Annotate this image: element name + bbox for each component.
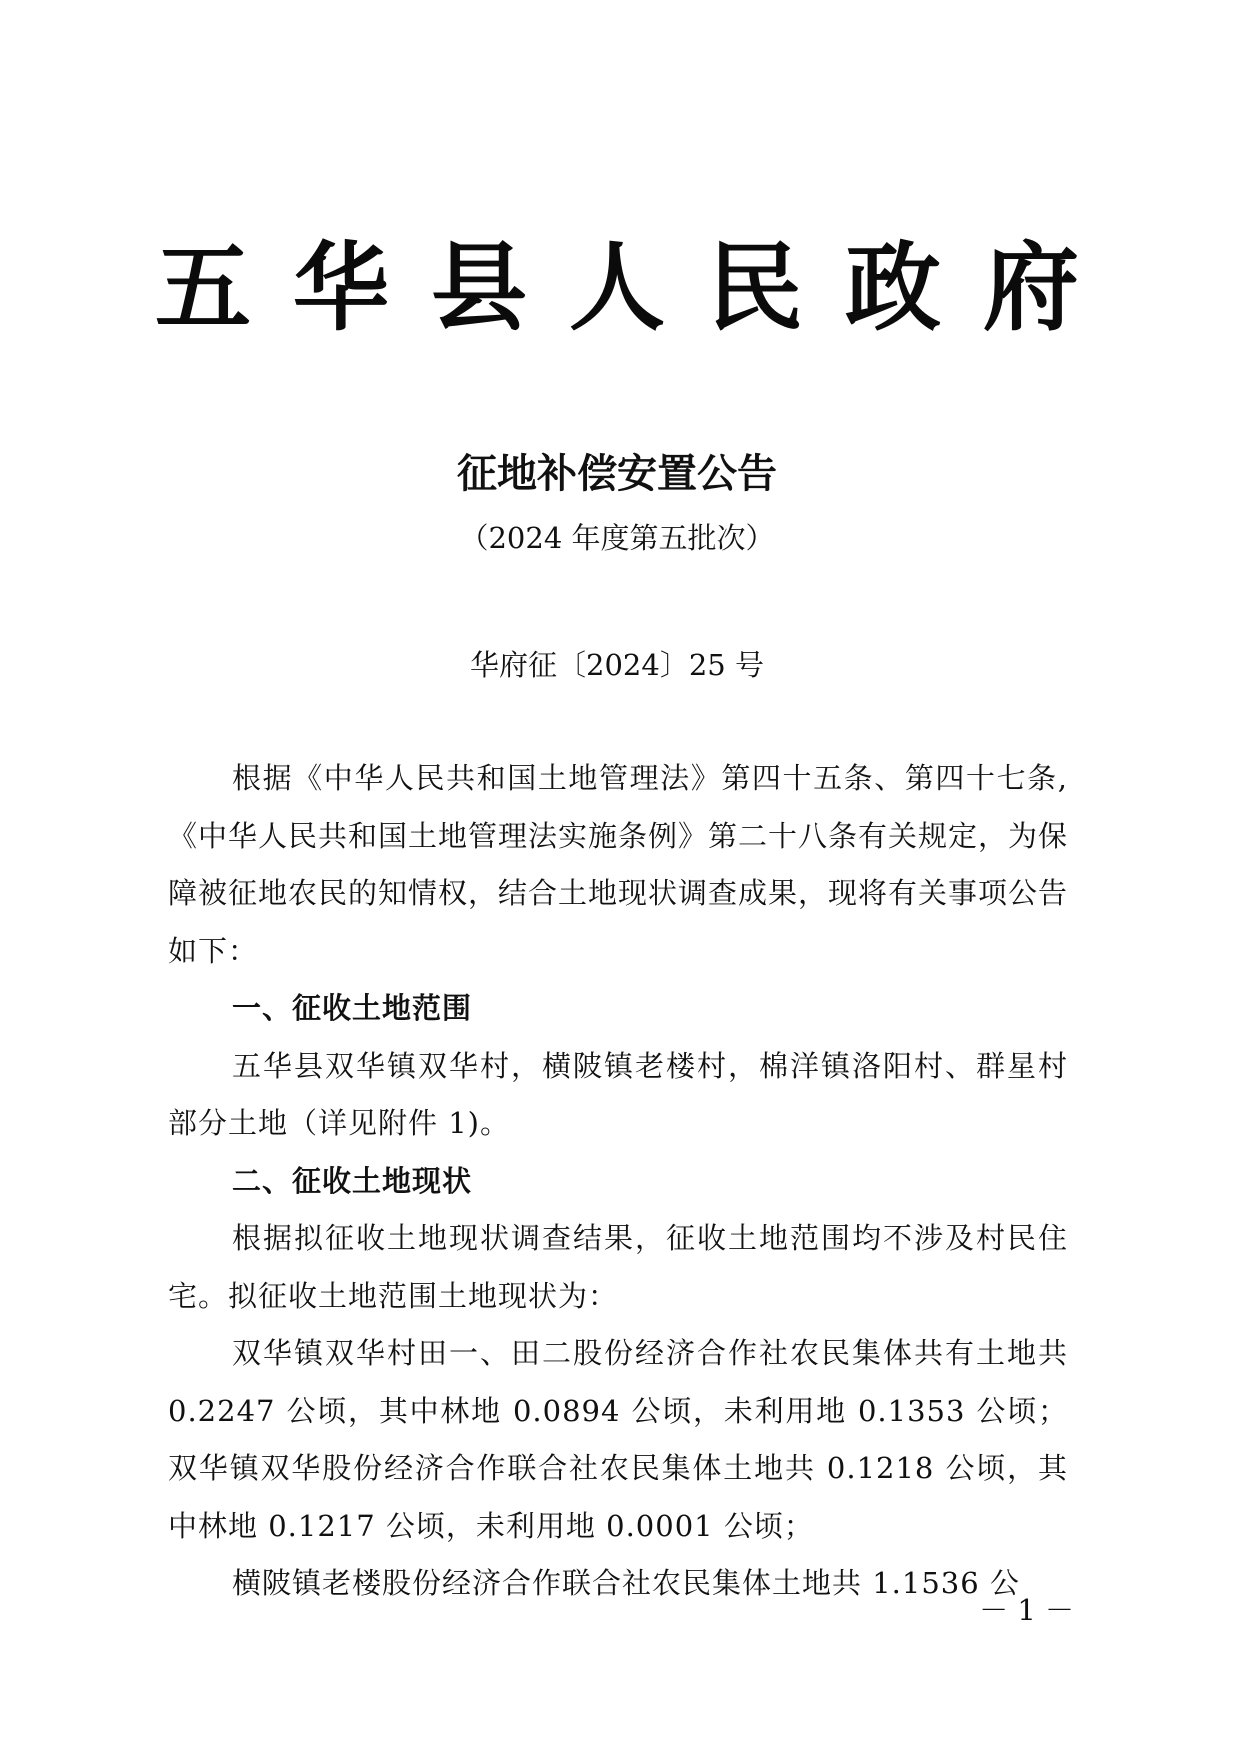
shuanghua-land-paragraph: 双华镇双华村田一、田二股份经济合作社农民集体共有土地共 0.2247 公顷，其中林地 0.0894 公顷，未利用地 0.1353 公顷；双华镇双华股份经济合作联合社农民集体土地共 0.1218 公顷，其中林地 0.1217 公顷，未利用地 0.0001 公顷； [168,1336,1068,1543]
document-number: 华府征〔2024〕25 号 [470,648,764,682]
section-status-paragraph: 根据拟征收土地现状调查结果，征收土地范围均不涉及村民住宅。拟征收土地范围土地现状为： [168,1221,1068,1313]
document-subtitle: （2024 年度第五批次） [459,521,775,555]
section-scope-paragraph: 五华县双华镇双华村，横陂镇老楼村，棉洋镇洛阳村、群星村部分土地（详见附件 1)。 [168,1048,1068,1140]
document-body [168,750,1068,1613]
document-title: 征地补偿安置公告 [457,451,777,497]
page-number: － 1 － [979,1593,1074,1627]
hengpi-land-paragraph: 横陂镇老楼股份经济合作联合社农民集体土地共 1.1536 公 [232,1566,1020,1600]
issuing-organization-header: 五华县人民政府 [155,231,1121,344]
section-heading-status: 二、征收土地现状 [232,1163,473,1198]
intro-paragraph: 根据《中华人民共和国土地管理法》第四十五条、第四十七条,《中华人民共和国土地管理法实施条例》第二十八条有关规定，为保障被征地农民的知情权，结合土地现状调查成果，现将有关事项公告如下： [168,761,1069,968]
section-heading-scope: 一、征收土地范围 [232,991,473,1025]
